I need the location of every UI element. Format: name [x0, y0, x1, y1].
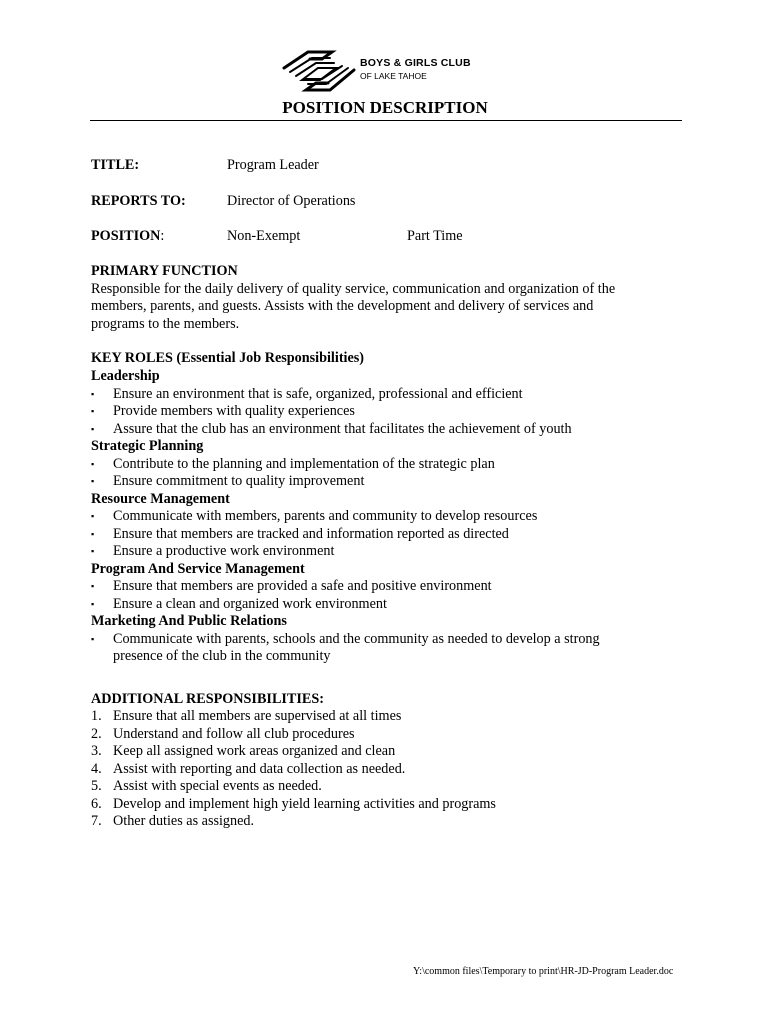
- list-item: Assure that the club has an environment that facilitates the achievement of youth: [113, 421, 572, 437]
- logo-location: OF LAKE TAHOE: [360, 71, 427, 81]
- numbered-item: Keep all assigned work areas organized and clean: [113, 743, 396, 759]
- title-value: Program Leader: [227, 157, 319, 173]
- position-value: Non-Exempt: [227, 228, 301, 244]
- position-label: [91, 228, 164, 246]
- key-roles-heading: KEY ROLES (Essential Job Responsibilities): [91, 350, 365, 366]
- list-number: 6.: [91, 796, 102, 812]
- bullet-icon: ▪: [91, 406, 95, 416]
- bullet-icon: ▪: [91, 389, 95, 399]
- bullet-icon: ▪: [91, 424, 95, 434]
- section-title-program-service-management: Program And Service Management: [91, 561, 305, 577]
- list-item: Ensure a productive work environment: [113, 543, 335, 559]
- numbered-item: Ensure that all members are supervised at all times: [113, 708, 402, 724]
- list-number: 5.: [91, 778, 102, 794]
- boys-girls-club-hands-icon: [278, 46, 360, 98]
- list-item: Ensure that members are provided a safe and positive environment: [113, 578, 492, 594]
- additional-responsibilities-heading: ADDITIONAL RESPONSIBILITIES:: [91, 691, 324, 707]
- list-item: Provide members with quality experiences: [113, 403, 355, 419]
- list-number: 3.: [91, 743, 102, 759]
- title-divider: [90, 120, 682, 121]
- section-title-leadership: Leadership: [91, 368, 160, 384]
- position-type-value: Part Time: [407, 228, 463, 244]
- primary-function-line: Responsible for the daily delivery of quality service, communication and organization of the: [91, 281, 616, 297]
- list-number: 2.: [91, 726, 102, 742]
- bullet-icon: ▪: [91, 511, 95, 521]
- list-number: 4.: [91, 761, 102, 777]
- page-title: POSITION DESCRIPTION: [282, 98, 488, 117]
- bullet-icon: ▪: [91, 529, 95, 539]
- numbered-item: Assist with reporting and data collection as needed.: [113, 761, 406, 777]
- primary-function-line: members, parents, and guests. Assists with the development and delivery of services and: [91, 298, 594, 314]
- list-item: Contribute to the planning and implementation of the strategic plan: [113, 456, 495, 472]
- club-logo: [278, 46, 488, 104]
- bullet-icon: ▪: [91, 546, 95, 556]
- logo-name: BOYS & GIRLS CLUB: [360, 57, 471, 69]
- title-label: TITLE:: [91, 157, 140, 173]
- primary-function-line: programs to the members.: [91, 316, 240, 332]
- numbered-item: Assist with special events as needed.: [113, 778, 322, 794]
- position-label-colon: :: [160, 228, 165, 244]
- list-item: Communicate with parents, schools and the community as needed to develop a strong: [113, 631, 600, 647]
- bullet-icon: ▪: [91, 599, 95, 609]
- list-item: Ensure an environment that is safe, organized, professional and efficient: [113, 386, 523, 402]
- bullet-icon: ▪: [91, 459, 95, 469]
- primary-function-heading: PRIMARY FUNCTION: [91, 263, 238, 279]
- list-item: Communicate with members, parents and community to develop resources: [113, 508, 538, 524]
- bullet-icon: ▪: [91, 634, 95, 644]
- bullet-icon: ▪: [91, 581, 95, 591]
- list-item-continuation: presence of the club in the community: [113, 648, 331, 664]
- list-item: Ensure a clean and organized work environment: [113, 596, 387, 612]
- section-title-strategic-planning: Strategic Planning: [91, 438, 204, 454]
- file-path-footer: Y:\common files\Temporary to print\HR-JD-Program Leader.doc: [413, 966, 674, 977]
- bullet-icon: ▪: [91, 476, 95, 486]
- section-title-resource-management: Resource Management: [91, 491, 230, 507]
- numbered-item: Other duties as assigned.: [113, 813, 255, 829]
- list-number: 7.: [91, 813, 102, 829]
- list-item: Ensure that members are tracked and information reported as directed: [113, 526, 509, 542]
- numbered-item: Develop and implement high yield learning activities and programs: [113, 796, 496, 812]
- list-item: Ensure commitment to quality improvement: [113, 473, 365, 489]
- reports-to-value: Director of Operations: [227, 193, 356, 209]
- list-number: 1.: [91, 708, 102, 724]
- position-label-text: POSITION: [91, 228, 161, 244]
- reports-to-label: REPORTS TO:: [91, 193, 186, 209]
- section-title-marketing-public-relations: Marketing And Public Relations: [91, 613, 287, 629]
- numbered-item: Understand and follow all club procedures: [113, 726, 355, 742]
